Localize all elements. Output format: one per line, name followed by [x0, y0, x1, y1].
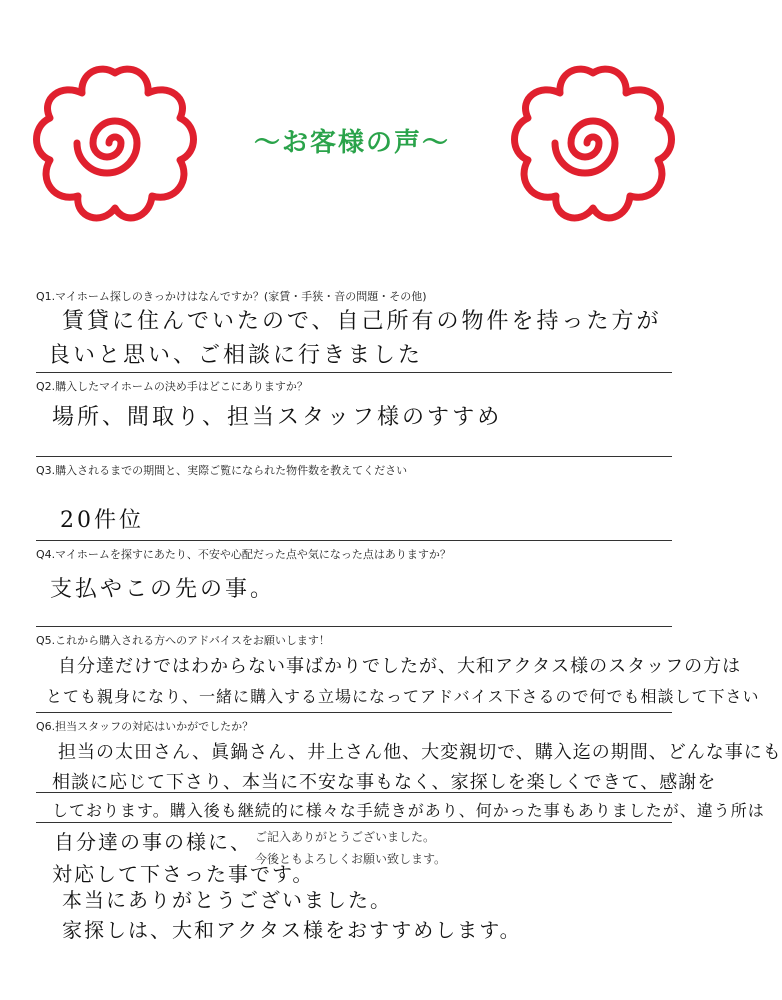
- answer-6-line-6: 本当にありがとうございました。: [62, 888, 392, 912]
- answer-6-line-3: しております。購入後も継続的に様々な手続きがあり、何かった事もありましたが、違う所は: [52, 801, 765, 820]
- divider: [36, 712, 672, 713]
- question-5: Q5.これから購入される方へのアドバイスをお願いします！: [36, 634, 330, 647]
- question-1: Q1.マイホーム探しのきっかけはなんですか？(家賃・手狭・音の問題・その他): [36, 290, 427, 303]
- divider: [36, 372, 672, 373]
- closing-thanks: ご記入ありがとうございました。: [255, 830, 436, 844]
- answer-6-line-1: 担当の太田さん、眞鍋さん、井上さん他、大変親切で、購入迄の期間、どんな事にも: [58, 742, 782, 763]
- answer-1-line-1: 賃貸に住んでいたので、自己所有の物件を持った方が: [62, 309, 662, 334]
- answer-6-line-4: 自分達の事の様に、: [54, 830, 252, 854]
- answer-6-line-5: 対応して下さった事です。: [52, 862, 315, 886]
- question-3: Q3.購入されるまでの期間と、実際ご覧になられた物件数を教えてください: [36, 464, 408, 477]
- divider: [36, 456, 672, 457]
- answer-5-line-2: とても親身になり、一緒に購入する立場になってアドバイス下さるので何でも相談して下さい: [46, 687, 760, 706]
- answer-3-line-1: 20件位: [60, 508, 144, 533]
- answer-6-line-2: 相談に応じて下さり、本当に不安な事もなく、家探しを楽しくできて、感謝を: [52, 772, 717, 793]
- page-title: ～お客様の声～: [253, 128, 450, 158]
- divider: [36, 822, 672, 823]
- answer-4-line-1: 支払やこの先の事。: [50, 577, 276, 602]
- answer-2-line-1: 場所、間取り、担当スタッフ様のすすめ: [52, 405, 503, 430]
- answer-5-line-1: 自分達だけではわからない事ばかりでしたが、大和アクタス様のスタッフの方は: [58, 656, 742, 677]
- answer-6-line-7: 家探しは、大和アクタス様をおすすめします。: [62, 918, 522, 942]
- question-6: Q6.担当スタッフの対応はいかがでしたか？: [36, 720, 254, 733]
- question-2: Q2.購入したマイホームの決め手はどこにありますか？: [36, 380, 308, 393]
- question-4: Q4.マイホームを探すにあたり、不安や心配だった点や気になった点はありますか？: [36, 548, 451, 561]
- divider: [36, 792, 672, 793]
- divider: [36, 540, 672, 541]
- answer-1-line-2: 良いと思い、ご相談に行きました: [48, 343, 424, 368]
- divider: [36, 626, 672, 627]
- closing-regards: 今後ともよろしくお願い致します。: [255, 852, 447, 866]
